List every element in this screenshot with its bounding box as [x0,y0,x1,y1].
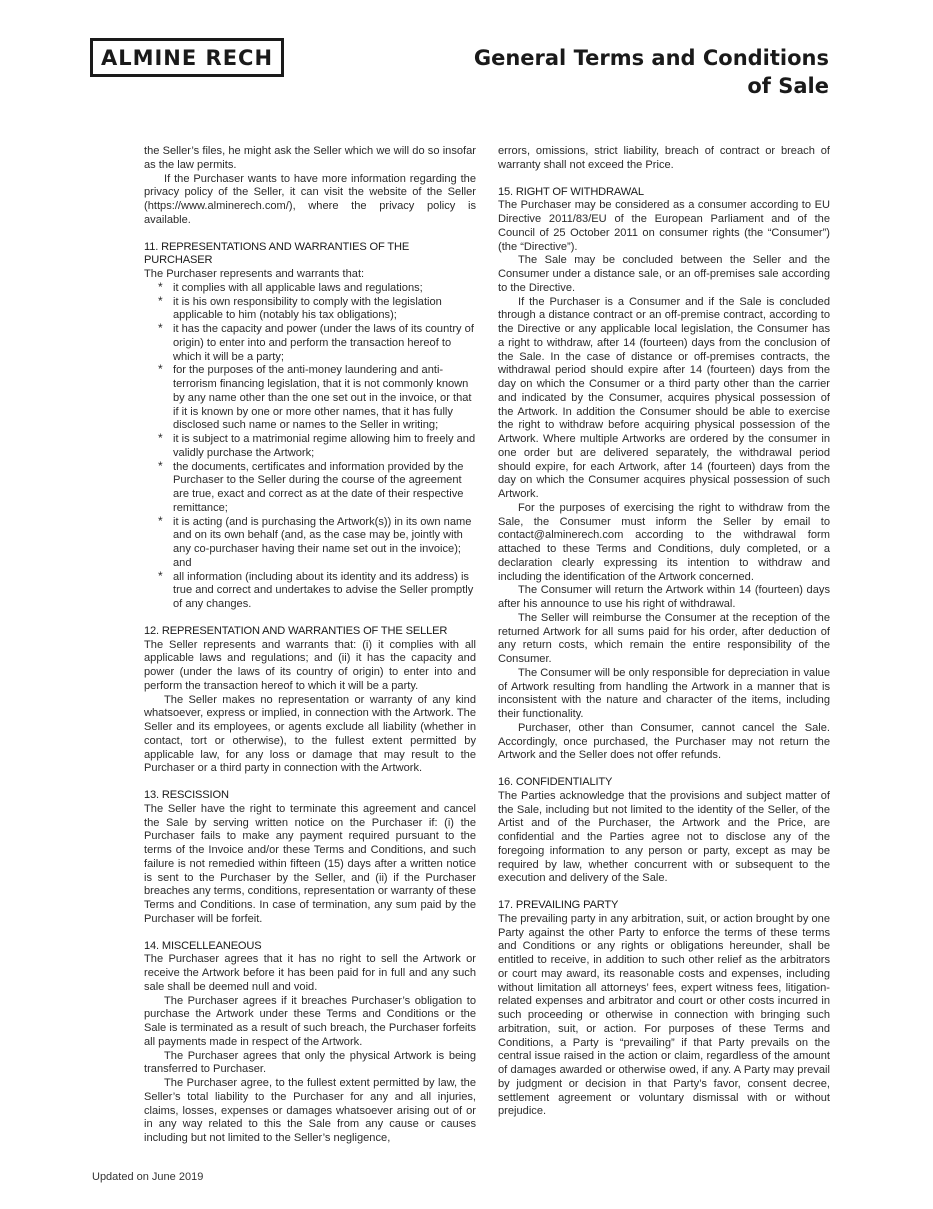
paragraph: The Seller represents and warrants that: (i) it complies with all applicable laws and regulations; and (ii) it has the capacity and power (under the laws of its country of origin) to enter into and perform the transaction hereof to which it will be a party. [144,638,476,692]
paragraph: The Parties acknowledge that the provisions and subject matter of the Sale, including but not limited to the identity of the Seller, of the Artist and of the Purchaser, the Artwork and the Price, are confidential and the Parties agree not to disclose any of the foregoing information to any person or party, except as may be required by law, whether concurrent with or subsequent to the execution and delivery of the Sale. [498,789,830,885]
section-15-heading: 15. RIGHT OF WITHDRAWAL [498,185,644,198]
section-13-heading: 13. RESCISSION [144,789,229,801]
paragraph: The Purchaser agrees that only the physical Artwork is being transferred to Purchaser. [144,1049,476,1076]
paragraph: The Purchaser may be considered as a consumer according to EU Directive 2011/83/EU of the European Parliament and of the Council of 25 October 2011 on consumer rights (the “Consumer”) (the “Directive”). [498,199,830,253]
right-column [498,145,830,1119]
section-12-heading: 12. REPRESENTATION AND WARRANTIES OF THE SELLER [144,624,448,637]
paragraph: The Purchaser agrees that it has no right to sell the Artwork or receive the Artwork before it has been paid for in full and any such sale shall be deemed null and void. [144,953,476,993]
paragraph: The Consumer will be only responsible for depreciation in value of Artwork resulting from handling the Artwork in a manner that is inconsistent with the nature and character of the items, including their functionality. [498,666,830,720]
paragraph: The Consumer will return the Artwork within 14 (fourteen) days after his announce to use his right of withdrawal. [498,584,830,610]
paragraph: For the purposes of exercising the right to withdraw from the Sale, the Consumer must inform the Seller by email to contact@alminerech.com according to the withdrawal form attached to these Terms and Conditions, duly completed, or a declaration clearly expressing its intention to withdraw and including the identification of the Artwork concerned. [498,501,830,583]
list-item: * it complies with all applicable laws and regulations; [173,282,476,296]
section-11-heading: 11. REPRESENTATIONS AND WARRANTIES OF THE PURCHASER [144,240,410,267]
paragraph: The Purchaser represents and warrants that: [144,268,365,280]
paragraph: errors, omissions, strict liability, breach of contract or breach of warranty shall not exceed the Price. [498,145,830,171]
title-line-1: General Terms and Conditions [473,46,829,70]
document-title [429,44,829,100]
section-16-heading: 16. CONFIDENTIALITY [498,776,613,788]
left-column [144,145,476,1146]
list-item: * the documents, certificates and information provided by the Purchaser to the Seller during the course of the agreement are true, exact and correct as at the date of their respective remittance; [173,461,476,516]
paragraph: The Seller will reimburse the Consumer at the reception of the returned Artwork for all sums paid for his order, after deduction of any return costs, which remain the entire responsibility of the Consumer. [498,611,830,665]
brand-logo: ALMINE RECH [90,38,284,77]
list-item: * all information (including about its identity and its address) is true and correct and undertakes to advise the Seller promptly of any changes. [173,571,476,612]
warranty-list [144,282,476,612]
paragraph: The Seller have the right to terminate this agreement and cancel the Sale by serving written notice on the Purchaser if: (i) the Purchaser fails to make any payment required pursuant to the terms of the Invoice and/or these Terms and Conditions, and such failure is not remedied within fifteen (15) days after a written notice is sent to the Purchaser by the Seller, and (ii) if the Purchaser breaches any terms, conditions, representation or warranty of these Terms and Conditions. In case of termination, any sum paid by the Purchaser will be forfeit. [144,802,476,925]
paragraph: Purchaser, other than Consumer, cannot cancel the Sale. Accordingly, once purchased, the Purchaser may not return the Artwork and the Seller does not offer refunds. [498,721,830,762]
section-17-heading: 17. PREVAILING PARTY [498,899,619,911]
paragraph: the Seller’s files, he might ask the Seller which we will do so insofar as the law permits. [144,145,476,171]
paragraph: The Purchaser agrees if it breaches Purchaser’s obligation to purchase the Artwork under these Terms and Conditions or the Sale is terminated as a result of such breach, the Purchaser forfeits all payments made in respect of the Artwork. [144,994,476,1048]
paragraph: The Sale may be concluded between the Seller and the Consumer under a distance sale, or an off-premises sale according to the Directive. [498,254,830,294]
paragraph: The Purchaser agree, to the fullest extent permitted by law, the Seller’s total liability to the Purchaser for any and all injuries, claims, losses, expenses or damages whatsoever arising out of or in any way related to this the Sale from any cause or causes including but not limited to the Seller’s negligence, [144,1077,476,1144]
section-14-heading: 14. MISCELLEANEOUS [144,939,262,952]
list-item: * it has the capacity and power (under the laws of its country of origin) to enter into and perform the transaction hereof to which it will be a party; [173,323,476,364]
updated-date: Updated on June 2019 [92,1171,204,1183]
list-item: * it is subject to a matrimonial regime allowing him to freely and validly purchase the Artwork; [173,433,476,461]
paragraph: If the Purchaser is a Consumer and if the Sale is concluded through a distance contract or an off-premise contract, according to the Directive or any applicable local legislation, the Consumer has a right to withdraw, after 14 (fourteen) days from the conclusion of the Sale. In the case of distance or off-premises contracts, the withdrawal period should expire after 14 (fourteen) days from the day on which the Consumer or a third party other than the carrier and indicated by the Consumer, acquires physical possession of the Artwork. In addition the Consumer should be able to exercise the right to withdraw before acquiring physical possession of the Artwork. Where multiple Artworks are ordered by the consumer in one order but are delivered separately, the withdrawal period should expire, for each Artwork, after 14 (fourteen) days from the day on which the Consumer acquires physical possession of such Artwork. [498,295,830,500]
paragraph: The prevailing party in any arbitration, suit, or action brought by one Party against the other Party to enforce the terms of these terms and Conditions or any rights or obligations hereunder, shall be entitled to receive, in addition to such other relief as the arbitrators or court may award, its reasonable costs and expenses, including without limitation all attorneys’ fees, expert witness fees, litigation-related expenses and arbitrator and court or other costs incurred in such proceeding or otherwise in connection with bringing such arbitration, suit, or action. For purposes of these Terms and Conditions, a Party is “prevailing” if that Party prevails on the central issue raised in the action or claim, regardless of the amount of damages awarded or otherwise owed, if any. A Party may prevail by judgment or decision in that Party’s favor, consent decree, settlement agreement or voluntary dismissal with or without prejudice. [498,912,830,1118]
paragraph: If the Purchaser wants to have more information regarding the privacy policy of the Seller, it can visit the website of the Seller (https://www.alminerech.com/), where the privacy policy is available. [144,172,476,226]
paragraph: The Seller makes no representation or warranty of any kind whatsoever, express or implied, in connection with the Artwork. The Seller and its employees, or agents exclude all liability (whether in contact, tort or otherwise), to the fullest extent permitted by applicable law, for any loss or damage that may result to the Purchaser or a third party in connection with the Artwork. [144,693,476,775]
list-item: * it is acting (and is purchasing the Artwork(s)) in its own name and on its own behalf (and, as the case may be, jointly with any co-purchaser having their name set out in the invoice); and [173,516,476,571]
list-item: * it is his own responsibility to comply with the legislation applicable to him (notably his tax obligations); [173,296,476,324]
list-item: * for the purposes of the anti-money laundering and anti-terrorism financing legislation, that it is not commonly known by any name other than the one set out in the invoice, or that if it is known by one or more other names, that it has fully disclosed such name or names to the Seller in writing; [173,364,476,433]
title-line-2: of Sale [747,74,829,98]
